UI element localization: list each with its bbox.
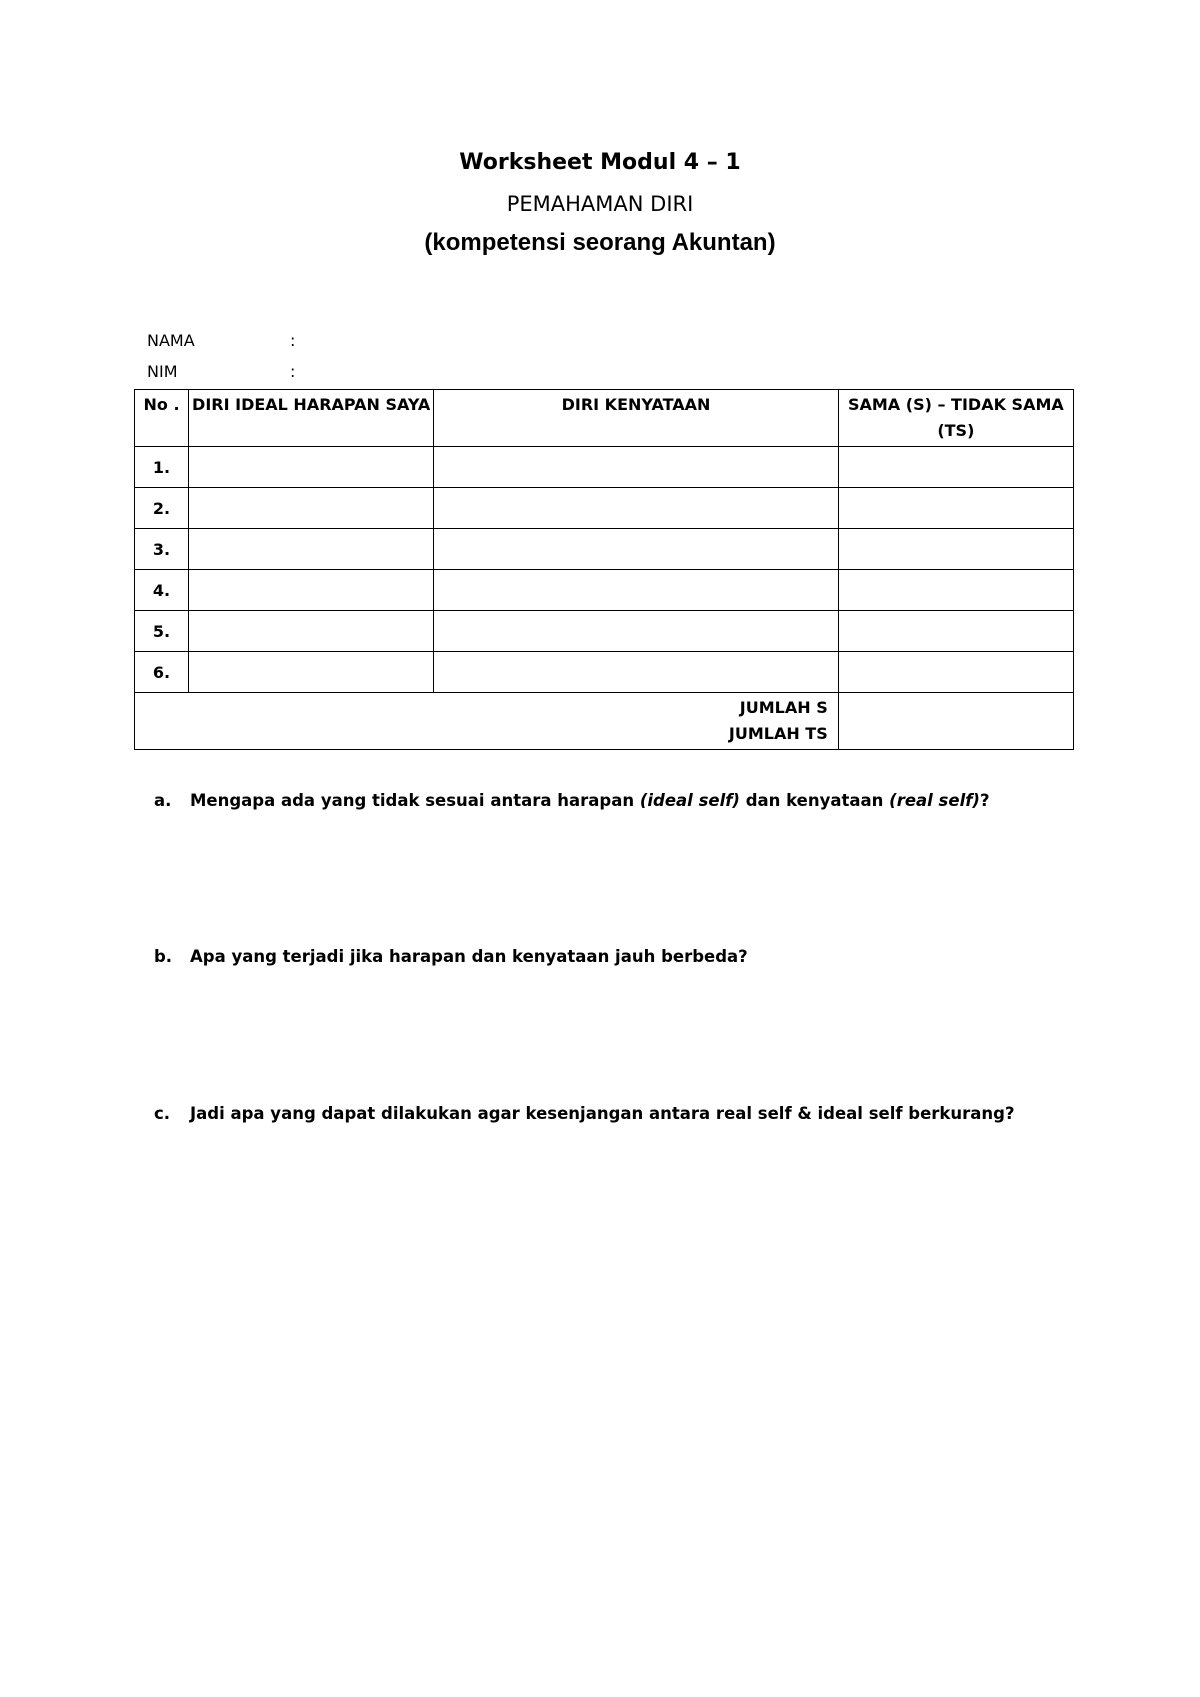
nama-colon: :: [290, 331, 296, 350]
same-cell[interactable]: [838, 611, 1073, 652]
row-number: 5.: [135, 611, 189, 652]
real-cell[interactable]: [434, 652, 838, 693]
header-ideal-self: DIRI IDEAL HARAPAN SAYA: [189, 390, 434, 447]
same-cell[interactable]: [838, 652, 1073, 693]
ideal-cell[interactable]: [189, 488, 434, 529]
table-row: [135, 652, 1074, 693]
question-c-text: Jadi apa yang dapat dilakukan agar kesenjangan antara real self & ideal self berkurang?: [190, 1104, 1015, 1123]
total-ts-label: JUMLAH TS: [728, 724, 828, 743]
question-b-letter: b.: [154, 947, 173, 966]
table-row: [135, 611, 1074, 652]
real-cell[interactable]: [434, 570, 838, 611]
real-cell[interactable]: [434, 447, 838, 488]
question-a-ideal-self: (ideal self): [639, 791, 740, 810]
question-c: [154, 1104, 1015, 1123]
question-a: [154, 791, 990, 810]
row-number: 1.: [135, 447, 189, 488]
header-same-not-same: SAMA (S) – TIDAK SAMA (TS): [838, 390, 1073, 447]
nama-label: NAMA: [147, 331, 195, 350]
real-cell[interactable]: [434, 611, 838, 652]
ideal-cell[interactable]: [189, 529, 434, 570]
table-row: [135, 488, 1074, 529]
same-cell[interactable]: [838, 447, 1073, 488]
ideal-cell[interactable]: [189, 570, 434, 611]
ideal-cell[interactable]: [189, 652, 434, 693]
totals-label-cell: [135, 693, 839, 750]
worksheet-subtitle: PEMAHAMAN DIRI: [506, 192, 694, 216]
question-a-text-1: Mengapa ada yang tidak sesuai antara harapan: [190, 791, 640, 810]
nama-field: [147, 331, 295, 350]
question-a-text-2: dan kenyataan: [739, 791, 890, 810]
total-s-label: JUMLAH S: [739, 698, 828, 717]
nim-label: NIM: [147, 362, 178, 381]
totals-value-cell[interactable]: [838, 693, 1073, 750]
same-cell[interactable]: [838, 570, 1073, 611]
question-a-text-3: ?: [979, 791, 990, 810]
self-understanding-table: [134, 389, 1074, 750]
table-row: [135, 529, 1074, 570]
row-number: 2.: [135, 488, 189, 529]
nim-field: [147, 362, 295, 381]
ideal-cell[interactable]: [189, 611, 434, 652]
header-no: No .: [135, 390, 189, 447]
question-b-text: Apa yang terjadi jika harapan dan kenyataan jauh berbeda?: [190, 947, 748, 966]
row-number: 6.: [135, 652, 189, 693]
question-c-letter: c.: [154, 1104, 171, 1123]
question-a-real-self: (real self): [889, 791, 980, 810]
same-cell[interactable]: [838, 488, 1073, 529]
real-cell[interactable]: [434, 488, 838, 529]
same-cell[interactable]: [838, 529, 1073, 570]
worksheet-title: Worksheet Modul 4 – 1: [459, 150, 741, 175]
table-row: [135, 447, 1074, 488]
row-number: 4.: [135, 570, 189, 611]
table-row: [135, 570, 1074, 611]
table-header-row: [135, 390, 1074, 447]
worksheet-competency-subtitle: (kompetensi seorang Akuntan): [424, 229, 776, 256]
real-cell[interactable]: [434, 529, 838, 570]
question-a-letter: a.: [154, 791, 172, 810]
question-b: [154, 947, 748, 966]
row-number: 3.: [135, 529, 189, 570]
nim-colon: :: [290, 362, 296, 381]
ideal-cell[interactable]: [189, 447, 434, 488]
header-real-self: DIRI KENYATAAN: [434, 390, 838, 447]
totals-row: [135, 693, 1074, 750]
